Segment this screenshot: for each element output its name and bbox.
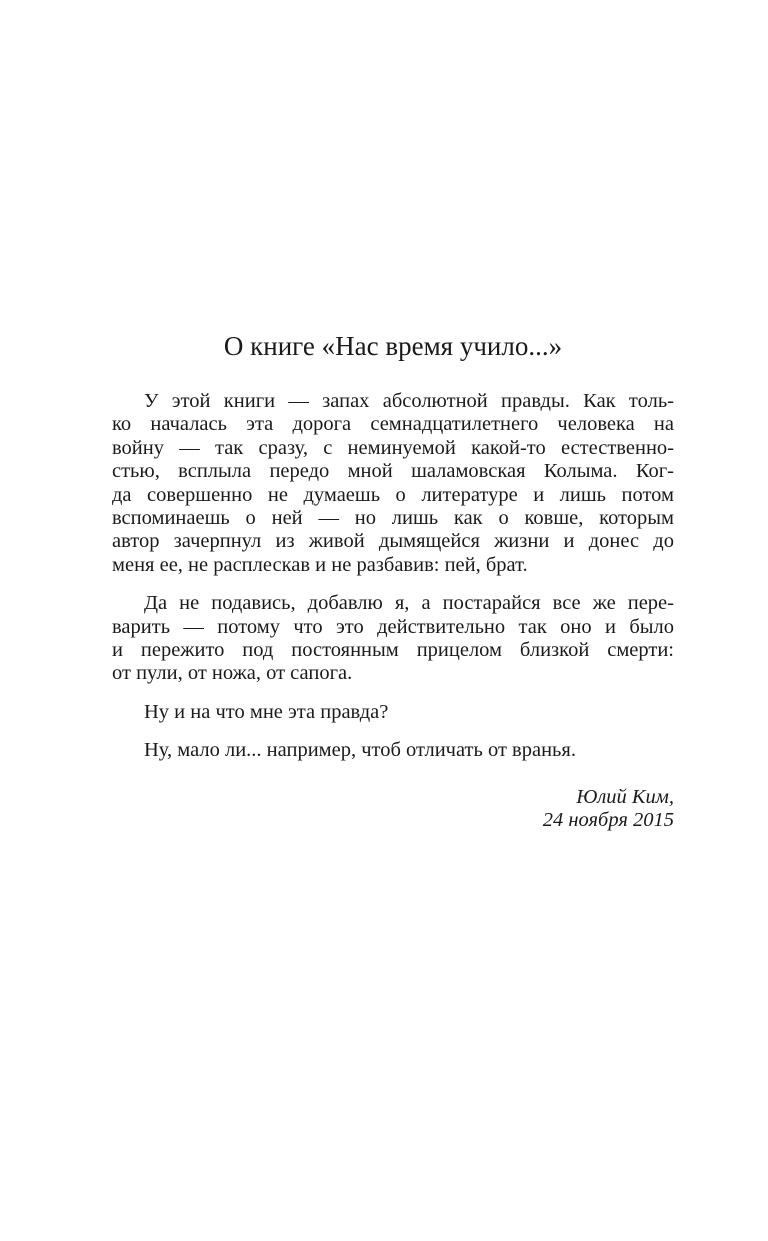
signature-date: 24 ноября 2015 bbox=[542, 809, 674, 832]
text-line: автор зачерпнул из живой дымящейся жизни и донес до bbox=[112, 530, 674, 553]
body-text bbox=[112, 390, 674, 763]
text-line: вспоминаешь о ней — но лишь как о ковше, которым bbox=[112, 507, 674, 530]
paragraph-3 bbox=[112, 701, 674, 724]
text-line: от пули, от ножа, от сапога. bbox=[112, 662, 353, 685]
text-line: Ну, мало ли... например, чтоб отличать от вранья. bbox=[144, 739, 576, 762]
text-line: и пережито под постоянным прицелом близкой смерти: bbox=[112, 639, 674, 662]
paragraph-1 bbox=[112, 390, 674, 577]
paragraph-2 bbox=[112, 592, 674, 686]
page-title: О книге «Нас время учило...» bbox=[223, 331, 563, 361]
text-line: меня ее, не расплескав и не разбавив: пей, брат. bbox=[112, 553, 528, 576]
signature-author: Юлий Ким, bbox=[576, 786, 674, 808]
text-line: варить — потому что это действительно так оно и было bbox=[112, 615, 674, 638]
text-line: войну — так сразу, с неминуемой какой-то естественно- bbox=[112, 436, 674, 459]
text-line: да совершенно не думаешь о литературе и лишь потом bbox=[112, 483, 674, 506]
text-line: Да не подавись, добавлю я, а постарайся все же пере- bbox=[144, 592, 674, 615]
text-line: У этой книги — запах абсолютной правды. Как толь- bbox=[144, 390, 674, 412]
text-line: ко началась эта дорога семнадцатилетнего человека на bbox=[112, 413, 674, 436]
paragraph-4 bbox=[112, 739, 674, 762]
text-line: стью, всплыла передо мной шаламовская Колыма. Ког- bbox=[112, 460, 674, 483]
text-line: Ну и на что мне эта правда? bbox=[144, 700, 389, 723]
signature bbox=[112, 786, 674, 833]
